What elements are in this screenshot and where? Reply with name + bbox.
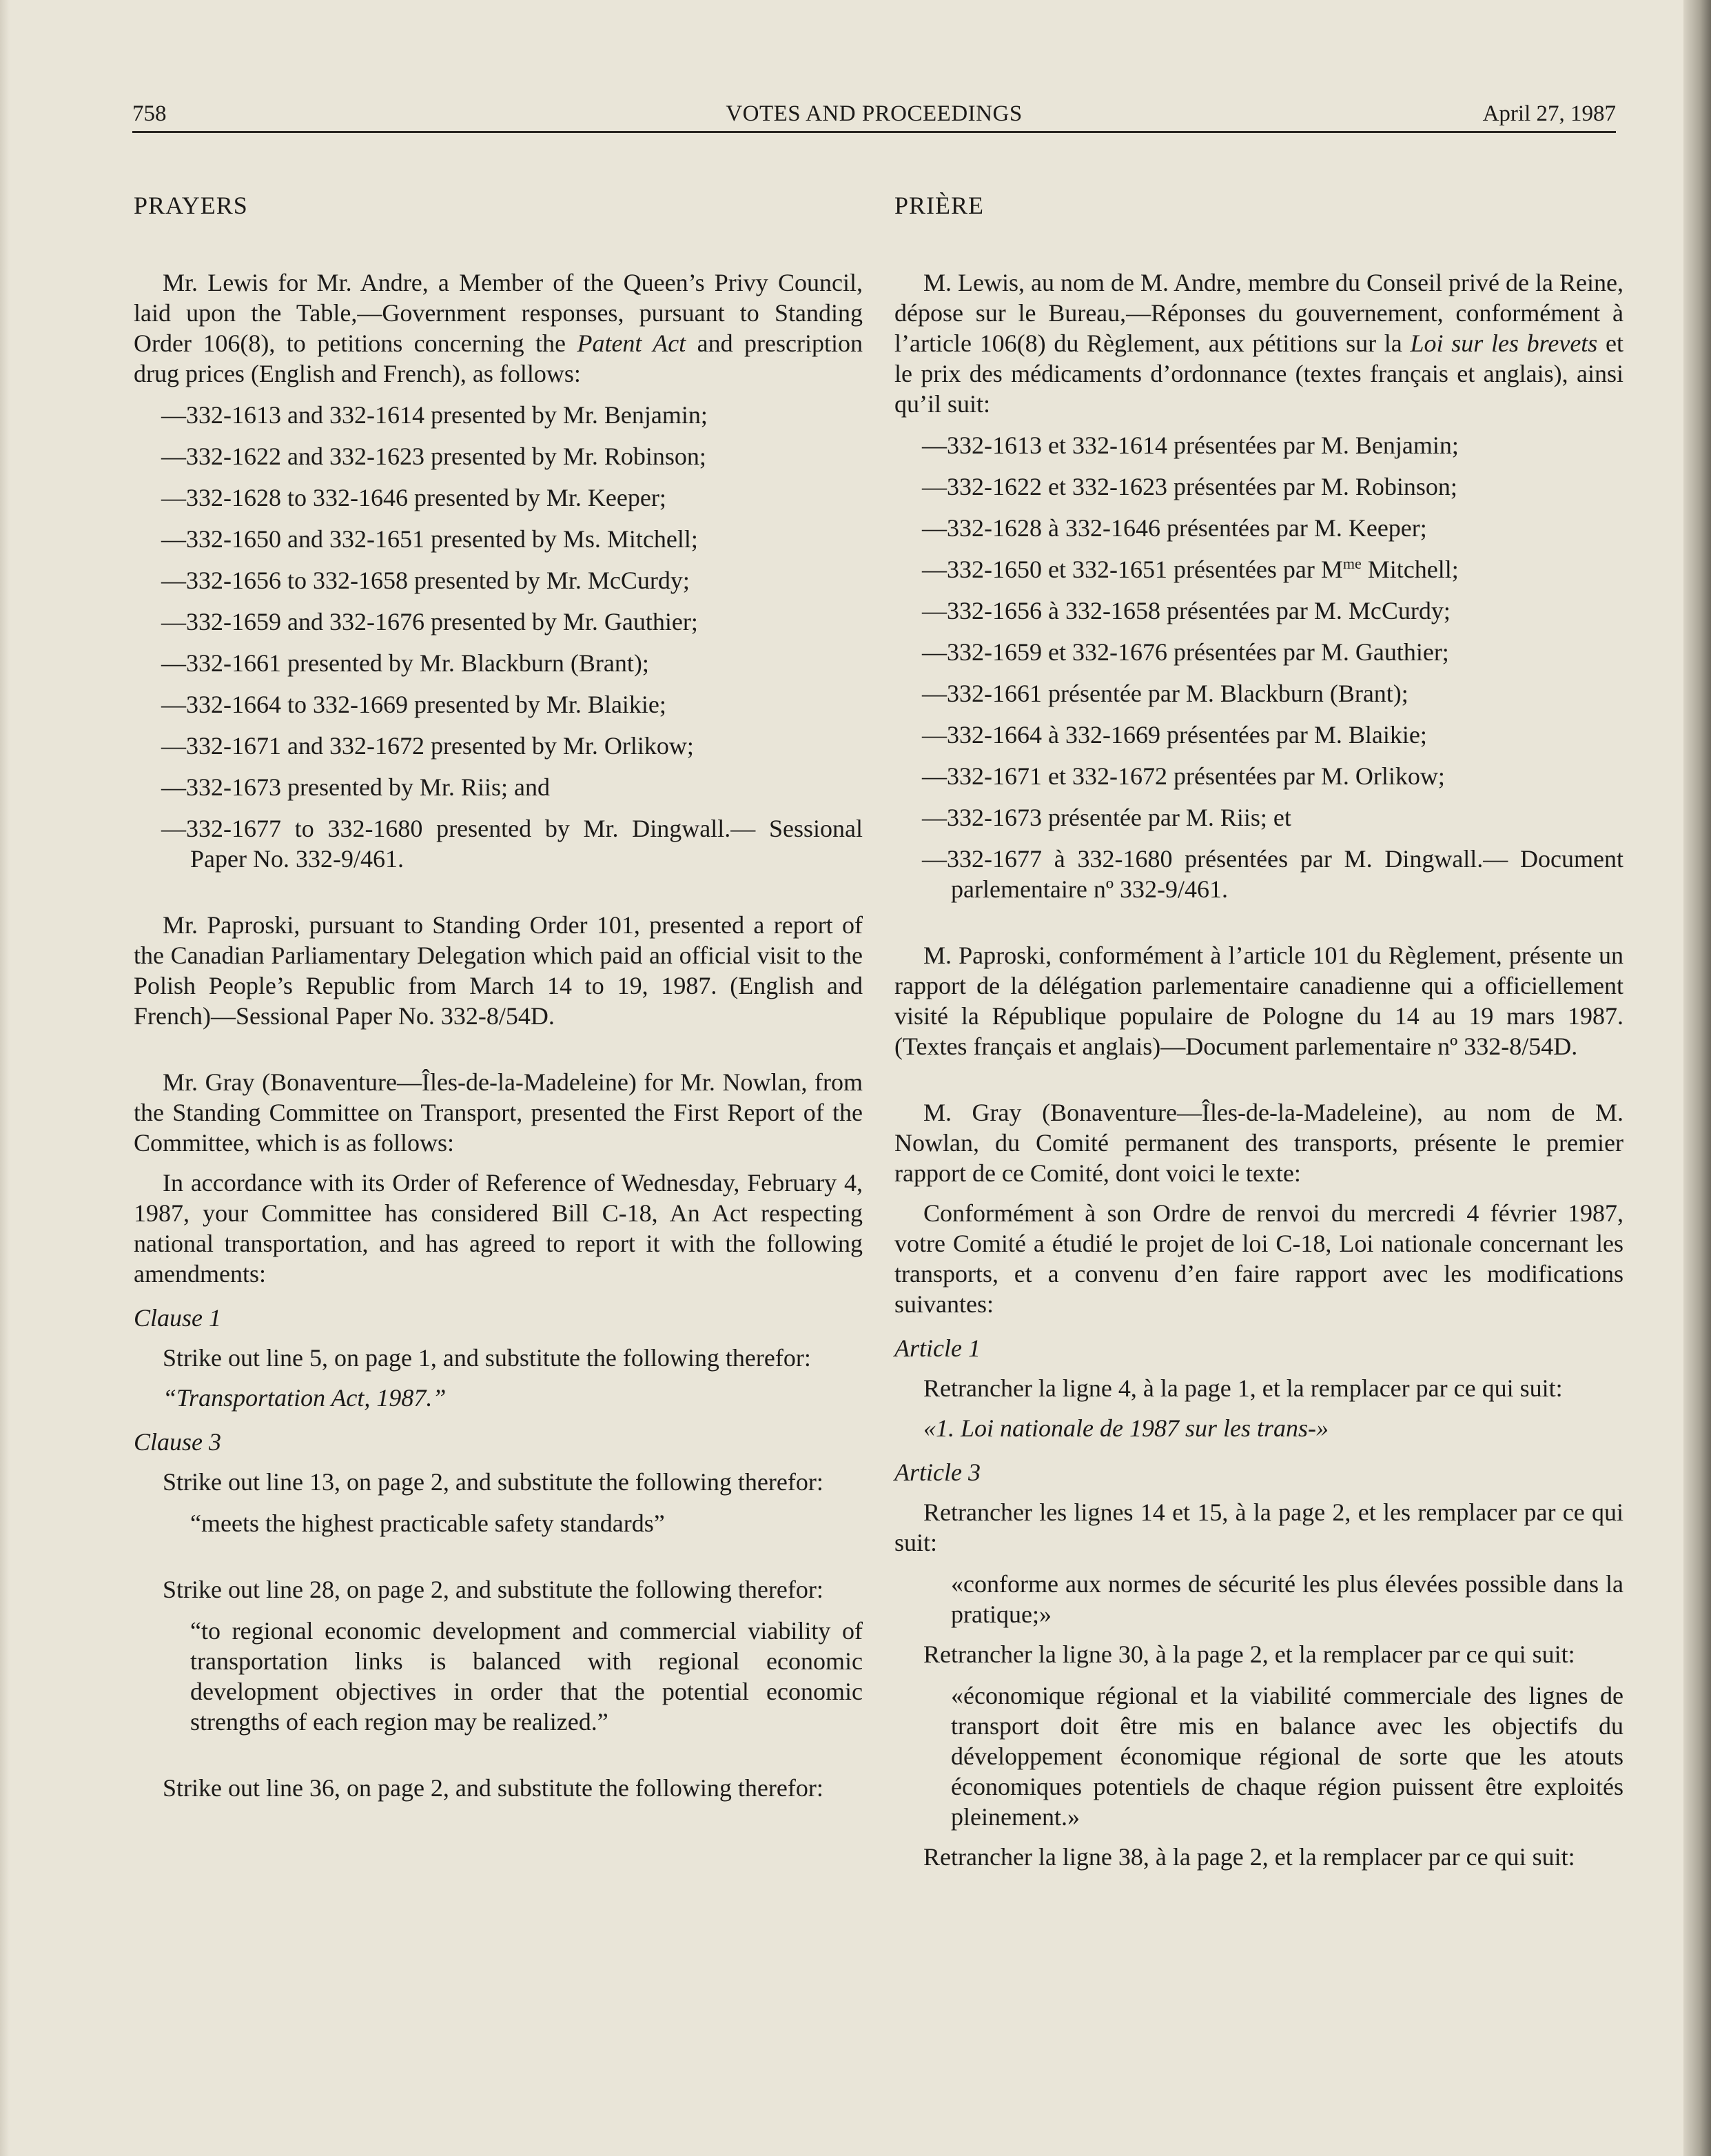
amendment-instruction: Retrancher les lignes 14 et 15, à la page 2, et les remplacer par ce qui suit: bbox=[894, 1498, 1623, 1556]
list-item: —332-1613 and 332-1614 presented by Mr. Benjamin; bbox=[161, 401, 708, 429]
amendment-instruction: Retrancher la ligne 4, à la page 1, et la remplacer par ce qui suit: bbox=[923, 1374, 1563, 1402]
list-item: —332-1673 présentée par M. Riis; et bbox=[922, 804, 1291, 831]
government-responses-paragraph bbox=[134, 267, 863, 389]
list-item: —332-1664 à 332-1669 présentées par M. Blaikie; bbox=[922, 721, 1427, 749]
amendment-text: «conforme aux normes de sécurité les plus élevées possible dans la pratique;» bbox=[951, 1570, 1623, 1628]
section-heading: PRIÈRE bbox=[894, 192, 985, 219]
committee-report-paragraph: M. Gray (Bonaventure—Îles-de-la-Madeleine), au nom de M. Nowlan, du Comité permanent des transports, présente le premier rapport de ce Comité, dont voici le texte: bbox=[894, 1099, 1623, 1187]
list-item: —332-1661 presented by Mr. Blackburn (Brant); bbox=[161, 649, 649, 677]
section-heading: PRAYERS bbox=[134, 192, 248, 219]
amendment-instruction: Retrancher la ligne 30, à la page 2, et la remplacer par ce qui suit: bbox=[923, 1640, 1575, 1668]
list-item: —332-1671 et 332-1672 présentées par M. Orlikow; bbox=[922, 762, 1445, 790]
clause-heading: Clause 1 bbox=[134, 1304, 222, 1332]
delegation-report-paragraph: M. Paproski, conformément à l’article 101 du Règlement, présente un rapport de la délégation parlementaire canadienne qui a officiellement visité la République populaire de Pologne du 14 au 19 mars 1987. (Textes français et anglais)—Document parlementaire nº 332-8/54D. bbox=[894, 942, 1623, 1060]
list-item: —332-1671 and 332-1672 presented by Mr. Orlikow; bbox=[161, 732, 694, 760]
act-title: Loi sur les brevets bbox=[1410, 329, 1598, 357]
clause-heading: Clause 3 bbox=[134, 1428, 222, 1456]
amendment-text: «économique régional et la viabilité commerciale des lignes de transport doit être mis en balance avec les objectifs du développement économique régional de sorte que les atouts économiques potentiels de chaque région puissent être exploités pleinement.» bbox=[951, 1682, 1623, 1831]
amendment-instruction: Strike out line 5, on page 1, and substitute the following therefor: bbox=[163, 1344, 811, 1372]
list-item: —332-1656 to 332-1658 presented by Mr. McCurdy; bbox=[161, 567, 690, 594]
book-binding bbox=[1683, 0, 1711, 2156]
amendment-instruction: Strike out line 36, on page 2, and substitute the following therefor: bbox=[163, 1774, 823, 1802]
list-item-text: —332-1650 et 332-1651 présentées par M bbox=[922, 556, 1343, 583]
list-item: —332-1628 à 332-1646 présentées par M. Keeper; bbox=[922, 514, 1427, 542]
list-item-text: Mitchell; bbox=[1361, 556, 1459, 583]
running-title: VOTES AND PROCEEDINGS bbox=[726, 101, 1023, 126]
list-item: —332-1656 à 332-1658 présentées par M. McCurdy; bbox=[922, 597, 1451, 624]
header-date: April 27, 1987 bbox=[1482, 101, 1616, 126]
page-number: 758 bbox=[132, 101, 167, 126]
running-header bbox=[132, 95, 1616, 133]
paragraph-text: Mr. Lewis for Mr. Andre, a Member of the Queen’s Privy Council, laid upon the Table,—Government responses, pursuant to Standing Order 106(8), to petitions concerning the bbox=[134, 269, 863, 357]
paragraph-text: et le prix des médicaments d’ordonnance (textes français et anglais), ainsi qu’il suit: bbox=[894, 329, 1624, 418]
page-edge bbox=[0, 0, 10, 2156]
committee-report-paragraph: Mr. Gray (Bonaventure—Îles-de-la-Madeleine) for Mr. Nowlan, from the Standing Committee on Transport, presented the First Report of the Committee, which is as follows: bbox=[134, 1068, 863, 1157]
title-abbreviation: me bbox=[1342, 555, 1362, 572]
amendment-text: “meets the highest practicable safety standards” bbox=[190, 1509, 665, 1537]
french-column bbox=[894, 190, 1623, 1872]
list-item: —332-1664 to 332-1669 presented by Mr. Blaikie; bbox=[161, 691, 666, 718]
amendment-instruction: Strike out line 13, on page 2, and substitute the following therefor: bbox=[163, 1468, 823, 1496]
list-item bbox=[894, 554, 1623, 584]
list-item: —332-1613 et 332-1614 présentées par M. Benjamin; bbox=[922, 431, 1459, 459]
amendment-text: «1. Loi nationale de 1987 sur les trans-» bbox=[923, 1414, 1329, 1442]
act-title: Patent Act bbox=[577, 329, 686, 357]
list-item: —332-1661 présentée par M. Blackburn (Brant); bbox=[922, 680, 1408, 707]
petition-list bbox=[134, 400, 863, 874]
list-item: —332-1659 et 332-1676 présentées par M. Gauthier; bbox=[922, 638, 1449, 666]
order-of-reference-paragraph: In accordance with its Order of Reference of Wednesday, February 4, 1987, your Committee has considered Bill C-18, An Act respecting national transportation, and has agreed to report it with the following amendments: bbox=[134, 1169, 863, 1288]
amendment-instruction: Strike out line 28, on page 2, and substitute the following therefor: bbox=[163, 1576, 823, 1603]
amendment-instruction: Retrancher la ligne 38, à la page 2, et la remplacer par ce qui suit: bbox=[923, 1843, 1575, 1871]
list-item: —332-1622 et 332-1623 présentées par M. Robinson; bbox=[922, 473, 1457, 500]
delegation-report-paragraph: Mr. Paproski, pursuant to Standing Order 101, presented a report of the Canadian Parliamentary Delegation which paid an official visit to the Polish People’s Republic from March 14 to 19, 1987. (English and French)—Sessional Paper No. 332-8/54D. bbox=[134, 911, 863, 1030]
list-item: —332-1673 presented by Mr. Riis; and bbox=[161, 773, 550, 801]
amendment-text: “Transportation Act, 1987.” bbox=[163, 1384, 447, 1412]
paragraph-text: M. Lewis, au nom de M. Andre, membre du Conseil privé de la Reine, dépose sur le Bureau,—Réponses du gouvernement, conformément à l’article 106(8) du Règlement, aux pétitions sur la bbox=[894, 269, 1623, 357]
clause-heading: Article 1 bbox=[894, 1334, 981, 1362]
paragraph-text: and prescription drug prices (English and French), as follows: bbox=[134, 329, 863, 387]
english-column bbox=[134, 190, 863, 1803]
list-item: —332-1622 and 332-1623 presented by Mr. Robinson; bbox=[161, 443, 706, 470]
list-item: —332-1659 and 332-1676 presented by Mr. Gauthier; bbox=[161, 608, 698, 635]
list-item: —332-1628 to 332-1646 presented by Mr. Keeper; bbox=[161, 484, 666, 511]
government-responses-paragraph bbox=[894, 267, 1623, 419]
list-item: —332-1677 à 332-1680 présentées par M. Dingwall.— Document parlementaire nº 332-9/461. bbox=[922, 845, 1623, 903]
amendment-text: “to regional economic development and commercial viability of transportation links is balanced with regional economic development objectives in order that the potential economic strengths of each region may be realized.” bbox=[190, 1617, 863, 1736]
list-item: —332-1677 to 332-1680 presented by Mr. Dingwall.— Sessional Paper No. 332-9/461. bbox=[161, 815, 863, 873]
list-item: —332-1650 and 332-1651 presented by Ms. Mitchell; bbox=[161, 525, 698, 553]
clause-heading: Article 3 bbox=[894, 1458, 981, 1486]
order-of-reference-paragraph: Conformément à son Ordre de renvoi du mercredi 4 février 1987, votre Comité a étudié le projet de loi C-18, Loi nationale concernant les transports, et a convenu d’en faire rapport avec les modifications suivantes: bbox=[894, 1199, 1623, 1318]
petition-list bbox=[894, 430, 1623, 904]
